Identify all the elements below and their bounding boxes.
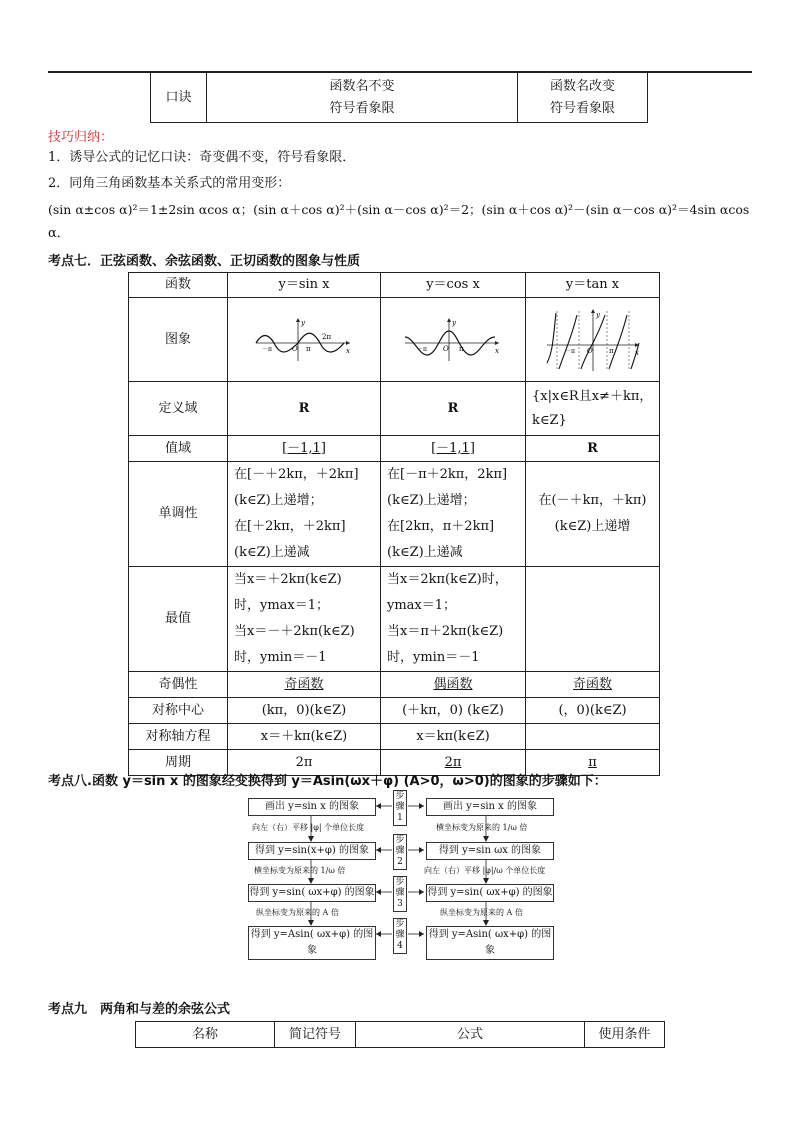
flow-right-1: 画出 y=sin x 的图象 bbox=[426, 798, 554, 816]
header-cell: y＝cos x bbox=[381, 273, 526, 298]
sin-two-pi: 2π bbox=[322, 332, 332, 341]
transform-flowchart bbox=[246, 791, 556, 956]
sin-x-label: x bbox=[346, 346, 350, 355]
left-op-1: 向左（右）平移 |φ| 个单位长度 bbox=[252, 823, 365, 832]
range-label: 值域 bbox=[129, 436, 228, 462]
tan-neg-pi: －π bbox=[564, 347, 575, 355]
domain-label: 定义域 bbox=[129, 382, 228, 436]
cos-graph-svg bbox=[403, 315, 503, 365]
sin-origin: O bbox=[292, 344, 298, 353]
sin-graph bbox=[228, 298, 381, 382]
domain-cos: R bbox=[381, 382, 526, 436]
parity-tan: 奇函数 bbox=[526, 672, 660, 698]
tips-item2: 2．同角三角函数基本关系式的常用变形： bbox=[48, 176, 291, 191]
step-2: 步骤2 bbox=[393, 834, 407, 870]
cos-graph bbox=[381, 298, 526, 382]
tan-graph-svg bbox=[543, 307, 643, 373]
step-3: 步骤3 bbox=[393, 876, 407, 912]
table-row bbox=[129, 273, 660, 298]
header-cell: 简记符号 bbox=[275, 1022, 356, 1048]
step-4: 步骤4 bbox=[393, 918, 407, 954]
step-1: 步骤1 bbox=[393, 790, 407, 826]
mnemonic-col2: 函数名改变 符号看象限 bbox=[518, 73, 648, 123]
flow-left-4: 得到 y=Asin( ωx+φ) 的图象 bbox=[248, 926, 376, 960]
table-row bbox=[129, 298, 660, 382]
max-cos: 当x＝2kπ(k∈Z)时， ymax＝1； 当x＝π＋2kπ(k∈Z) 时，ymin＝－1 bbox=[381, 567, 526, 672]
flow-left-2: 得到 y=sin(x+φ) 的图象 bbox=[248, 842, 376, 860]
mnemonic-label: 口诀 bbox=[151, 73, 207, 123]
right-op-2: 向左（右）平移 |φ|/ω 个单位长度 bbox=[424, 866, 546, 875]
cos-formula-table bbox=[135, 1021, 665, 1048]
domain-sin: R bbox=[228, 382, 381, 436]
header-cell: 使用条件 bbox=[585, 1022, 665, 1048]
period-cos: 2π bbox=[381, 750, 526, 776]
graph-label: 图象 bbox=[129, 298, 228, 382]
tan-origin: O bbox=[586, 346, 593, 355]
tan-pi: π bbox=[608, 346, 614, 355]
cos-neg-pi: －π bbox=[417, 345, 427, 353]
right-op-1: 横坐标变为原来的 1/ω 倍 bbox=[436, 823, 528, 832]
section7-title: 考点七．正弦函数、余弦函数、正切函数的图象与性质 bbox=[48, 254, 361, 269]
center-sin: (kπ，0)(k∈Z) bbox=[228, 698, 381, 724]
range-cos: [－1,1] bbox=[381, 436, 526, 462]
left-op-3: 纵坐标变为原来的 A 倍 bbox=[256, 908, 339, 917]
tips-title: 技巧归纳： bbox=[48, 130, 114, 145]
left-op-2: 横坐标变为原来的 1/ω 倍 bbox=[254, 866, 346, 875]
section8-title: 考点八.函数 y＝sin x 的图象经变换得到 y＝Asin(ωx＋φ) (A>0，ω>0)的图象的步骤如下： bbox=[48, 774, 607, 789]
axis-label: 对称轴方程 bbox=[129, 724, 228, 750]
tan-y-label: y bbox=[595, 310, 600, 319]
cos-pi: π bbox=[459, 344, 464, 353]
axis-tan bbox=[526, 724, 660, 750]
flow-left-1: 画出 y=sin x 的图象 bbox=[248, 798, 376, 816]
tips-item1: 1．诱导公式的记忆口诀：奇变偶不变，符号看象限． bbox=[48, 150, 356, 165]
flow-left-3: 得到 y=sin( ωx+φ) 的图象 bbox=[248, 884, 376, 902]
tan-graph bbox=[526, 298, 660, 382]
axis-cos: x＝kπ(k∈Z) bbox=[381, 724, 526, 750]
center-tan: (，0)(k∈Z) bbox=[526, 698, 660, 724]
tan-x-label: x bbox=[634, 348, 639, 357]
domain-tan: {x|x∈R且x≠＋kπ， k∈Z} bbox=[526, 382, 660, 436]
sin-y-label: y bbox=[301, 318, 305, 327]
header-cell: y＝sin x bbox=[228, 273, 381, 298]
sin-graph-svg bbox=[254, 315, 354, 365]
mnemonic-table bbox=[150, 72, 648, 123]
max-tan bbox=[526, 567, 660, 672]
max-label: 最值 bbox=[129, 567, 228, 672]
tips-formula-tail: α． bbox=[48, 226, 70, 241]
section9-title: 考点九 两角和与差的余弦公式 bbox=[48, 1002, 231, 1017]
range-tan: R bbox=[526, 436, 660, 462]
sin-neg-pi: －π bbox=[262, 345, 272, 353]
table-row bbox=[129, 436, 660, 462]
header-cell: 名称 bbox=[136, 1022, 275, 1048]
table-row bbox=[136, 1022, 665, 1048]
parity-label: 奇偶性 bbox=[129, 672, 228, 698]
cos-y-label: y bbox=[452, 318, 456, 327]
center-label: 对称中心 bbox=[129, 698, 228, 724]
parity-sin: 奇函数 bbox=[228, 672, 381, 698]
range-sin: [－1,1] bbox=[228, 436, 381, 462]
flow-right-3: 得到 y=sin( ωx+φ) 的图象 bbox=[426, 884, 554, 902]
table-row bbox=[129, 698, 660, 724]
header-cell: 函数 bbox=[129, 273, 228, 298]
period-sin: 2π bbox=[228, 750, 381, 776]
header-cell: y＝tan x bbox=[526, 273, 660, 298]
mono-label: 单调性 bbox=[129, 462, 228, 567]
axis-sin: x＝＋kπ(k∈Z) bbox=[228, 724, 381, 750]
mono-sin: 在[－＋2kπ，＋2kπ] (k∈Z)上递增； 在[＋2kπ，＋2kπ] (k∈Z)上递减 bbox=[228, 462, 381, 567]
header-cell: 公式 bbox=[356, 1022, 585, 1048]
cos-x-label: x bbox=[495, 346, 499, 355]
right-op-3: 纵坐标变为原来的 A 倍 bbox=[440, 908, 523, 917]
period-label: 周期 bbox=[129, 750, 228, 776]
table-row bbox=[129, 462, 660, 567]
tips-formula: (sin α±cos α)²＝1±2sin αcos α；(sin α＋cos α)²＋(sin α－cos α)²＝2；(sin α＋cos α)²－(sin α－cos α)²＝4sin αcos bbox=[48, 202, 750, 217]
cos-origin: O bbox=[443, 344, 449, 353]
mono-cos: 在[－π＋2kπ，2kπ] (k∈Z)上递增； 在[2kπ，π＋2kπ] (k∈Z)上递减 bbox=[381, 462, 526, 567]
parity-cos: 偶函数 bbox=[381, 672, 526, 698]
table-row bbox=[129, 567, 660, 672]
max-sin: 当x＝＋2kπ(k∈Z) 时，ymax＝1； 当x＝－＋2kπ(k∈Z) 时，ymin＝－1 bbox=[228, 567, 381, 672]
table-row bbox=[129, 672, 660, 698]
mnemonic-col1: 函数名不变 符号看象限 bbox=[207, 73, 518, 123]
flow-right-2: 得到 y=sin ωx 的图象 bbox=[426, 842, 554, 860]
trig-properties-table bbox=[128, 272, 660, 776]
table-row bbox=[129, 724, 660, 750]
period-tan: π bbox=[526, 750, 660, 776]
sin-pi: π bbox=[306, 344, 311, 353]
flow-right-4: 得到 y=Asin( ωx+φ) 的图象 bbox=[426, 926, 554, 960]
mono-tan: 在(－＋kπ，＋kπ) (k∈Z)上递增 bbox=[526, 462, 660, 567]
center-cos: (＋kπ，0) (k∈Z) bbox=[381, 698, 526, 724]
table-row bbox=[129, 382, 660, 436]
